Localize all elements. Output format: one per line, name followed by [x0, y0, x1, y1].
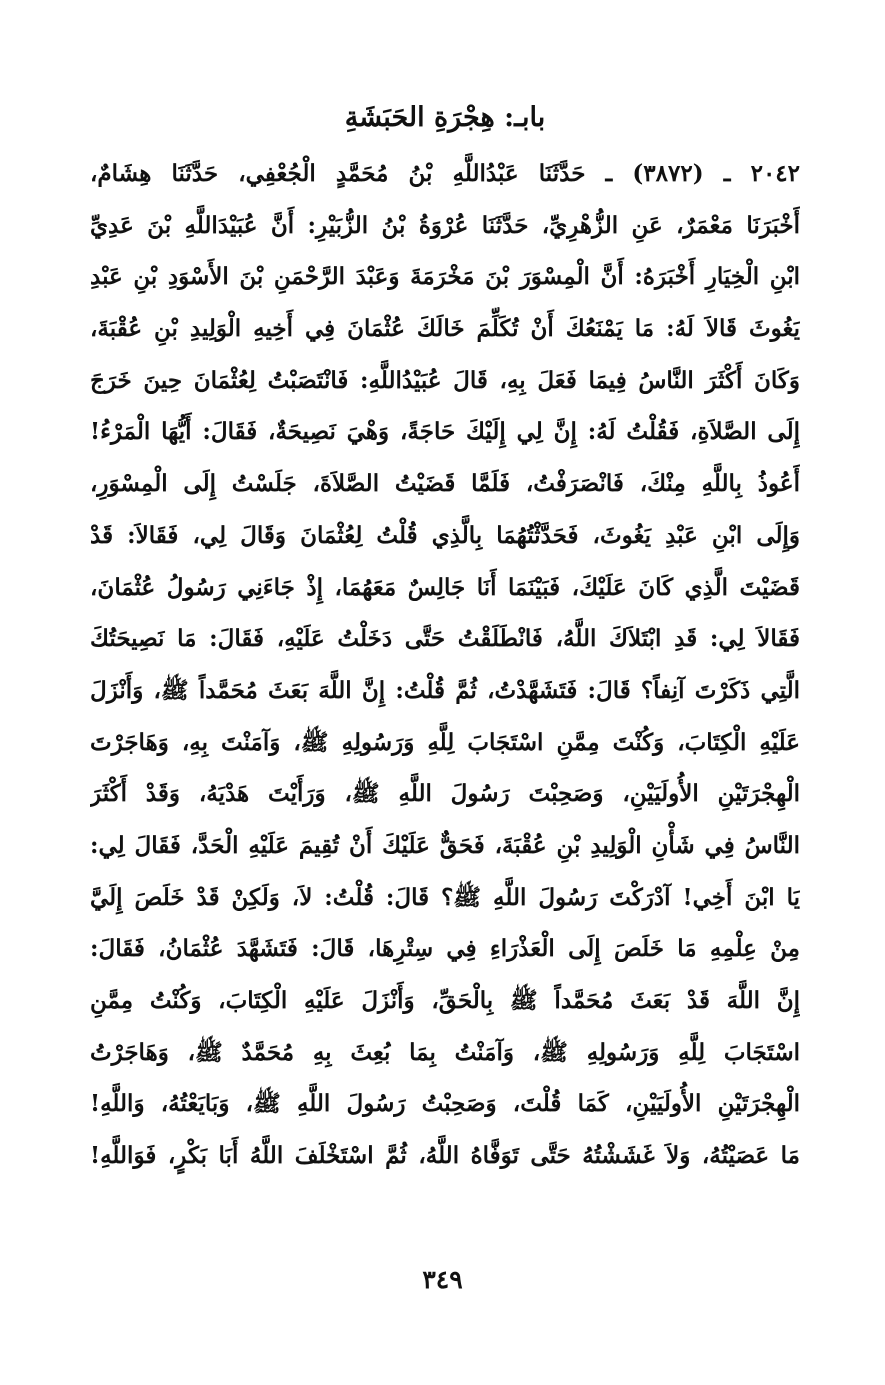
- chapter-heading: بابـ: هِجْرَةِ الحَبَشَةِ: [344, 102, 546, 133]
- text-line: يَغُوثَ قَالاَ لَهُ: مَا يَمْنَعُكَ أَنْ تُكَلِّمَ خَالَكَ عُثْمَانَ فِي أَخِيهِ الْوَلِيدِ بْنِ عُقْبَةَ،: [90, 315, 800, 343]
- hadith-text: [90, 148, 800, 1182]
- page-number: ٣٤٩: [422, 1265, 463, 1294]
- text-line: النَّاسُ فِي شَأْنِ الْوَلِيدِ بْنِ عُقْبَةَ، فَحَقٌّ عَلَيْكَ أَنْ تُقِيمَ عَلَيْهِ الْحَدَّ، فَقَالَ لِي:: [90, 831, 800, 859]
- text-line: عَلَيْهِ الْكِتَابَ، وَكُنْتَ مِمَّنِ اسْتَجَابَ لِلَّهِ وَرَسُولِهِ ﷺ، وَآمَنْتَ بِهِ، وَهَاجَرْتَ: [90, 728, 800, 756]
- text-line: وَإِلَى ابْنِ عَبْدِ يَغُوثَ، فَحَدَّثْتُهُمَا بِالَّذِي قُلْتُ لِعُثْمَانَ وَقَالَ لِي، فَقَالاَ: قَدْ: [90, 521, 800, 549]
- text-line: مَا عَصَيْتُهُ، وَلاَ غَشَشْتُهُ حَتَّى تَوَفَّاهُ اللَّهُ، ثُمَّ اسْتَخْلَفَ اللَّهُ أَبَا بَكْرٍ، فَوَاللَّهِ!: [90, 1142, 800, 1170]
- text-line: إِلَى الصَّلاَةِ، فَقُلْتُ لَهُ: إِنَّ لِي إِلَيْكَ حَاجَةً، وَهْيَ نَصِيحَةٌ، فَقَالَ: أَيُّهَا الْمَرْءُ!: [90, 418, 800, 446]
- text-line: أَخْبَرَنَا مَعْمَرٌ، عَنِ الزُّهْرِيِّ، حَدَّثَنَا عُرْوَةُ بْنُ الزُّبَيْرِ: أَنَّ عُبَيْدَاللَّهِ بْنَ عَدِيِّ: [90, 211, 800, 239]
- text-line: يَا ابْنَ أَخِي! آدْرَكْتَ رَسُولَ اللَّهِ ﷺ؟ قَالَ: قُلْتُ: لاَ، وَلَكِنْ قَدْ خَلَصَ إِلَيَّ: [90, 883, 800, 911]
- text-line: إِنَّ اللَّهَ قَدْ بَعَثَ مُحَمَّداً ﷺ بِالْحَقِّ، وَأَنْزَلَ عَلَيْهِ الْكِتَابَ، وَكُنْتُ مِمَّنِ: [90, 987, 800, 1014]
- text-line: قَضَيْتَ الَّذِي كَانَ عَلَيْكَ، فَبَيْنَمَا أَنَا جَالِسٌ مَعَهُمَا، إِذْ جَاءَنِي رَسُولُ عُثْمَانَ،: [90, 573, 800, 601]
- text-line: الْهِجْرَتَيْنِ الأُولَيَيْنِ، وَصَحِبْتَ رَسُولَ اللَّهِ ﷺ، وَرَأَيْتَ هَدْيَهُ، وَقَدْ أَكْثَرَ: [90, 780, 800, 808]
- text-line: وَكَانَ أَكْثَرَ النَّاسُ فِيمَا فَعَلَ بِهِ، قَالَ عُبَيْدُاللَّهِ: فَانْتَصَبْتُ لِعُثْمَانَ حِينَ خَرَجَ: [90, 366, 800, 394]
- page-body: [90, 92, 800, 1182]
- text-line: أَعُوذُ بِاللَّهِ مِنْكَ، فَانْصَرَفْتُ، فَلَمَّا قَضَيْتُ الصَّلاَةَ، جَلَسْتُ إِلَى الْمِسْوَرِ،: [90, 470, 800, 498]
- text-line: اسْتَجَابَ لِلَّهِ وَرَسُولِهِ ﷺ، وَآمَنْتُ بِمَا بُعِثَ بِهِ مُحَمَّدٌ ﷺ، وَهَاجَرْتُ: [90, 1038, 800, 1066]
- text-line: ابْنِ الْخِيَارِ أَخْبَرَهُ: أَنَّ الْمِسْوَرَ بْنَ مَخْرَمَةَ وَعَبْدَ الرَّحْمَنِ بْنَ الأَسْوَدِ بْنِ عَبْدِ: [90, 263, 800, 291]
- text-line: فَقَالاَ لِي: قَدِ ابْتَلاَكَ اللَّهُ، فَانْطَلَقْتُ حَتَّى دَخَلْتُ عَلَيْهِ، فَقَالَ: مَا نَصِيحَتُكَ: [90, 625, 800, 653]
- text-line: مِنْ عِلْمِهِ مَا خَلَصَ إِلَى الْعَذْرَاءِ فِي سِتْرِهَا، قَالَ: فَتَشَهَّدَ عُثْمَانُ، فَقَالَ:: [90, 935, 800, 963]
- text-line: الَّتِي ذَكَرْتَ آنِفاً؟ قَالَ: فَتَشَهَّدْتُ، ثُمَّ قُلْتُ: إِنَّ اللَّهَ بَعَثَ مُحَمَّداً ﷺ، وَأَنْزَلَ: [90, 676, 800, 704]
- text-line: الْهِجْرَتَيْنِ الأُولَيَيْنِ، كَمَا قُلْتَ، وَصَحِبْتُ رَسُولَ اللَّهِ ﷺ، وَبَايَعْتُهُ، وَاللَّهِ!: [90, 1090, 800, 1118]
- text-line: ٢٠٤٢ ـ (٣٨٧٢) ـ حَدَّثَنَا عَبْدُاللَّهِ بْنُ مُحَمَّدٍ الْجُعْفِي، حَدَّثَنَا هِشَامٌ،: [90, 160, 800, 187]
